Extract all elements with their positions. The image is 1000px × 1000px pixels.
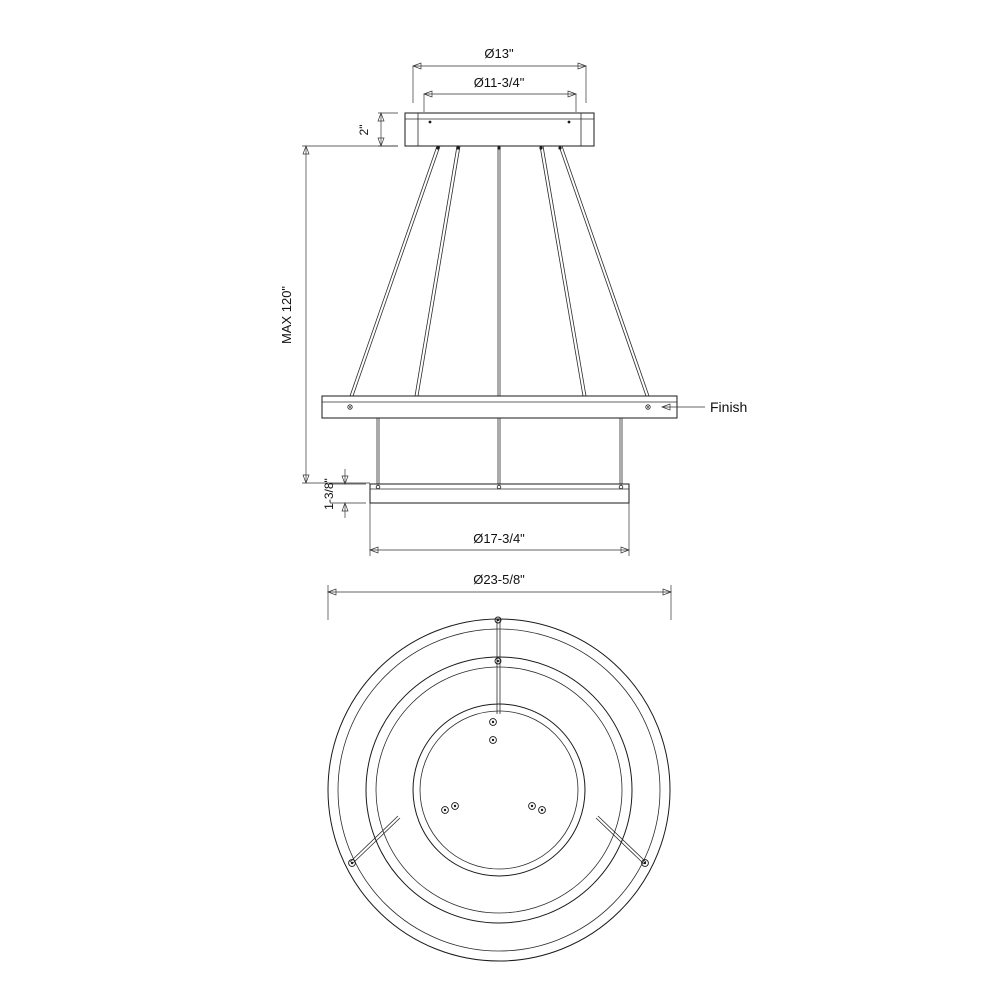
- dim-label-max-drop: MAX 120": [279, 285, 294, 345]
- dim-label-lower-ring-thickness: 1-3/8": [322, 478, 336, 510]
- plan-view: [328, 572, 671, 961]
- dim-outer-ring-diameter: [328, 572, 671, 620]
- dim-max-drop: [279, 146, 398, 483]
- lower-tier-cables: [377, 418, 622, 484]
- dim-label-canopy-height: 2": [357, 124, 371, 136]
- callout-label-finish: Finish: [710, 399, 748, 415]
- dim-label-canopy-outer-diameter: Ø13": [484, 46, 514, 61]
- dim-canopy-height: [357, 113, 398, 146]
- dim-label-outer-ring-diameter: Ø23-5/8": [473, 572, 525, 587]
- dim-canopy-inner-diameter: [424, 75, 576, 112]
- canopy: [405, 113, 594, 146]
- suspension-cables: [350, 146, 649, 396]
- dim-label-inner-ring-diameter: Ø17-3/4": [473, 531, 525, 546]
- upper-ring-elevation: [322, 396, 677, 418]
- dim-label-canopy-inner-diameter: Ø11-3/4": [473, 75, 525, 90]
- canopy-plan: [413, 704, 585, 876]
- dim-lower-ring-thickness: [322, 469, 366, 518]
- lower-ring-elevation: [370, 484, 629, 503]
- dim-inner-ring-diameter: [370, 503, 629, 556]
- elevation-view: [279, 46, 747, 556]
